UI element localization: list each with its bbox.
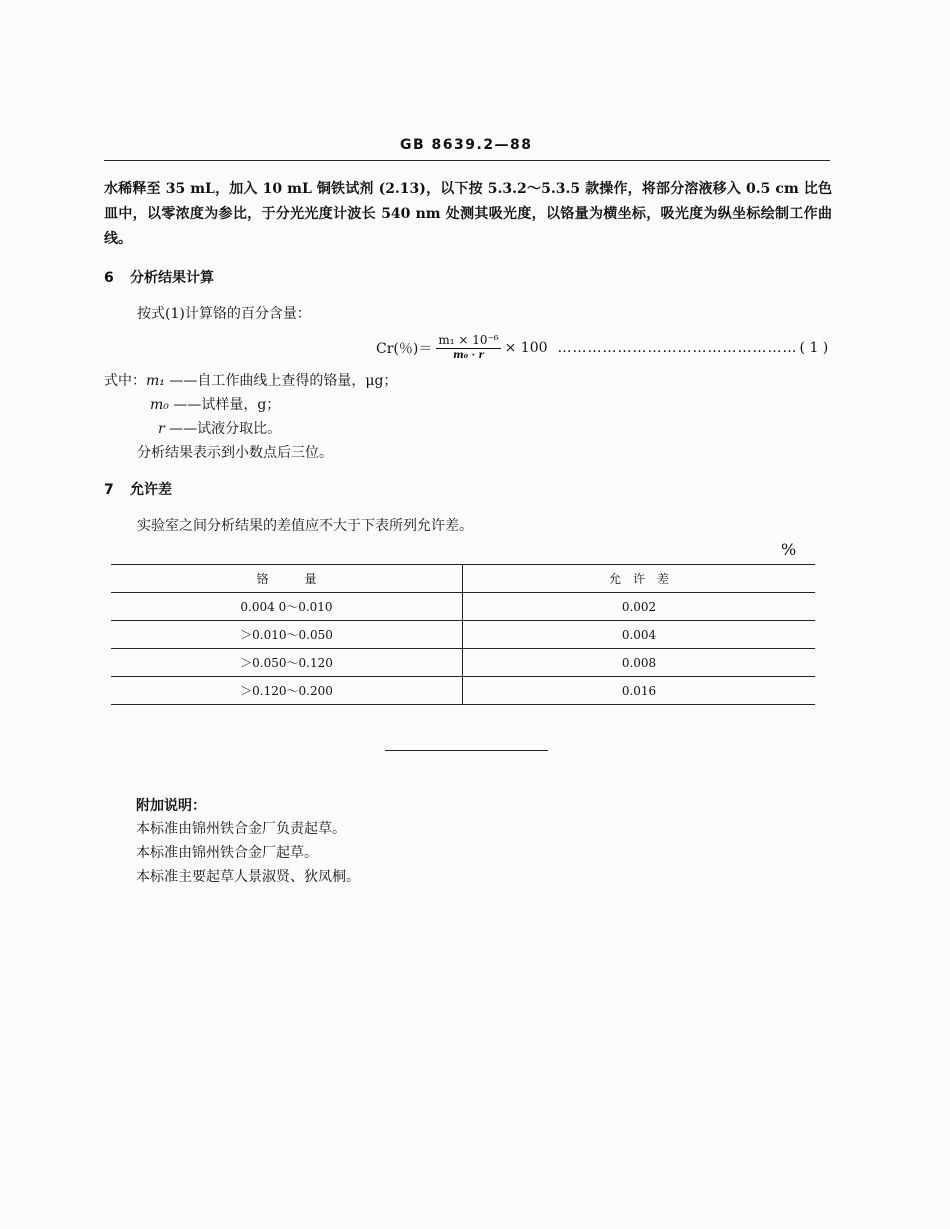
- section-7-number: 7: [104, 482, 114, 498]
- table-row: [111, 593, 815, 621]
- document-header: GB 8639.2—88: [400, 137, 533, 153]
- formula-numerator: m₁ × 10⁻⁶: [438, 333, 499, 347]
- header-tolerance: 允 许 差: [463, 565, 816, 593]
- var-r-symbol: r: [158, 421, 165, 437]
- table-cell-range: ＞0.120～0.200: [111, 677, 463, 705]
- header-chromium-content: 铬 量: [111, 565, 463, 593]
- formula-denominator: m₀ · r: [453, 350, 484, 361]
- formula-1: [376, 333, 828, 363]
- notes-title: 附加说明：: [136, 798, 206, 814]
- var-r-desc: ——试液分取比。: [169, 421, 282, 437]
- procedure-paragraph: 水稀释至 35 mL，加入 10 mL 铜铁试剂 (2.13)，以下按 5.3.2～5.3.5 款操作，将部分溶液移入 0.5 cm 比色皿中，以零浓度为参比，于分光光度计波长 540 nm 处测其吸光度，以铬量为横坐标，吸光度为纵坐标绘制工作曲线。: [104, 181, 832, 247]
- section-6-title: 分析结果计算: [130, 270, 214, 286]
- note-line: 本标准主要起草人景淑贤、狄凤桐。: [136, 869, 360, 885]
- formula-leader: …………………………………………: [557, 340, 798, 356]
- note-line: 本标准由锦州铁合金厂负责起草。: [136, 821, 346, 837]
- formula-lhs: Cr(％)＝: [376, 341, 433, 357]
- formula-intro: 按式(1)计算铬的百分含量：: [137, 306, 311, 322]
- var-m1: [104, 370, 397, 390]
- table-cell-range: ＞0.050～0.120: [111, 649, 463, 677]
- table-cell-tolerance: 0.004: [463, 621, 816, 649]
- formula-fraction: [436, 333, 500, 363]
- formula-number: ( 1 ): [799, 340, 829, 356]
- table-row: [111, 677, 815, 705]
- result-precision-note: 分析结果表示到小数点后三位。: [137, 445, 333, 461]
- tolerance-table: [111, 564, 815, 705]
- var-m1-symbol: m₁: [146, 373, 165, 389]
- table-header-row: [111, 565, 815, 593]
- table-cell-tolerance: 0.016: [463, 677, 816, 705]
- table-unit: %: [781, 540, 797, 559]
- table-row: [111, 649, 815, 677]
- section-7-heading: [104, 479, 172, 499]
- var-m1-desc: ——自工作曲线上查得的铬量，μg；: [169, 373, 398, 389]
- end-rule: [385, 750, 548, 751]
- table-cell-tolerance: 0.002: [463, 593, 816, 621]
- table-cell-range: 0.004 0～0.010: [111, 593, 463, 621]
- var-m0-symbol: m₀: [150, 397, 169, 413]
- table-cell-range: ＞0.010～0.050: [111, 621, 463, 649]
- tolerance-intro: 实验室之间分析结果的差值应不大于下表所列允许差。: [137, 518, 473, 534]
- var-m0: [150, 394, 280, 414]
- var-r: [158, 418, 281, 438]
- formula-rhs: × 100: [504, 340, 548, 356]
- section-6-number: 6: [104, 270, 114, 286]
- where-prefix: 式中：: [104, 373, 146, 389]
- table-cell-tolerance: 0.008: [463, 649, 816, 677]
- var-m0-desc: ——试样量，g；: [173, 397, 281, 413]
- note-line: 本标准由锦州铁合金厂起草。: [136, 845, 318, 861]
- table-row: [111, 621, 815, 649]
- header-rule: [104, 160, 830, 161]
- section-6-heading: [104, 267, 214, 287]
- section-7-title: 允许差: [130, 482, 172, 498]
